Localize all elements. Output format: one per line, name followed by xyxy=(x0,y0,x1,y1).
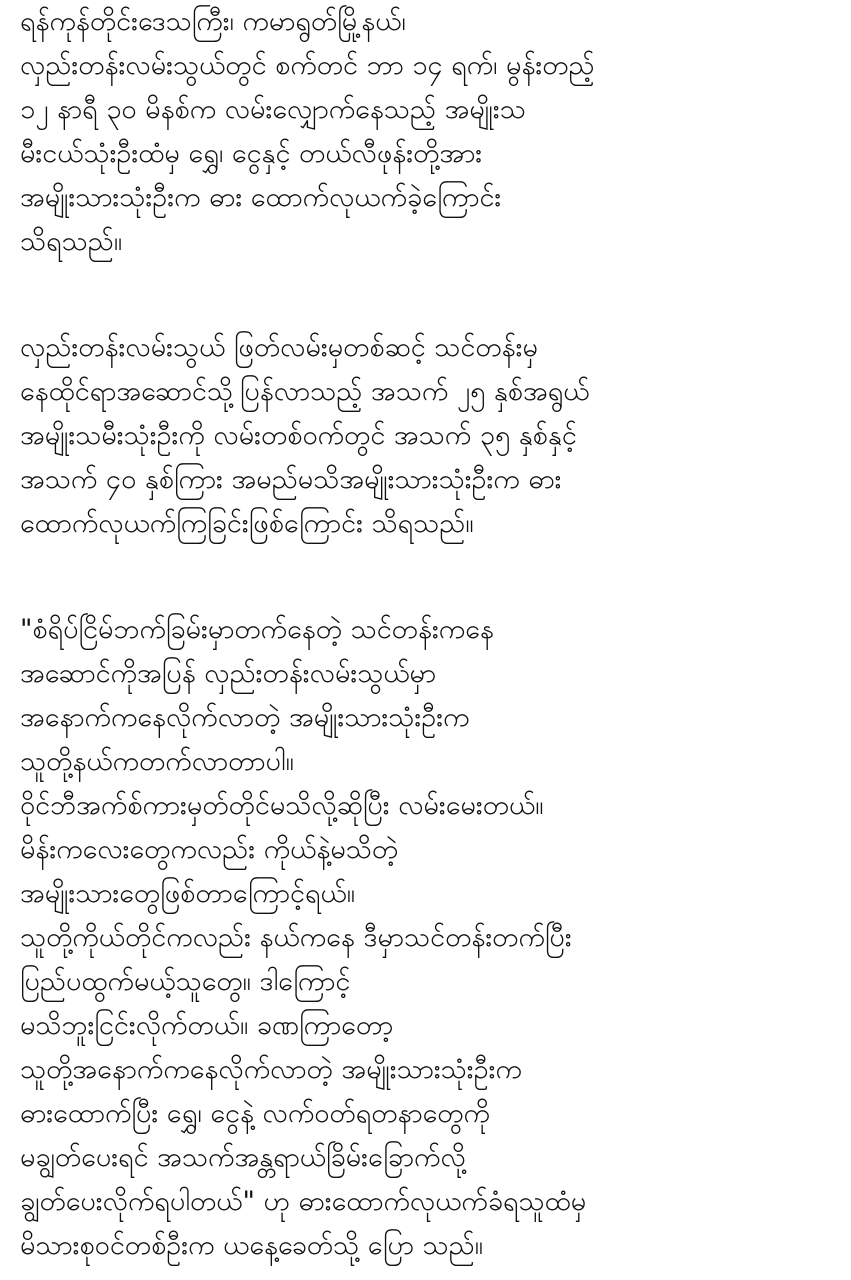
text-line: အမျိုးသမီးသုံးဦးကို လမ်းတစ်ဝက်တွင် အသက် ၃၅ နှစ်နှင့် xyxy=(20,420,577,451)
text-line: သူတို့နယ်ကတက်လာတာပါ။ xyxy=(20,746,294,777)
text-line: မီးငယ်သုံးဦးထံမှ ရွှေ၊ ငွေနှင့် တယ်လီဖုန်းတို့အား xyxy=(20,138,483,169)
paragraph-spacer xyxy=(20,264,833,326)
text-line: အဆောင်ကိုအပြန် လှည်းတန်းလမ်းသွယ်မှာ xyxy=(20,658,437,689)
text-line: အသက် ၄၀ နှစ်ကြား အမည်မသိအမျိုးသားသုံးဦးက ဓား xyxy=(20,464,562,495)
text-line: ချွတ်ပေးလိုက်ရပါတယ်" ဟု ဓားထောက်လုယက်ခံရသူထံမှ xyxy=(20,1186,587,1217)
paragraph-spacer xyxy=(20,546,833,608)
text-line: ဓားထောက်ပြီး ရွှေ၊ ငွေနဲ့ လက်ဝတ်ရတနာတွေကို xyxy=(20,1098,490,1129)
text-line: သူတို့အနောက်ကနေလိုက်လာတဲ့ အမျိုးသားသုံးဦးက xyxy=(20,1054,522,1085)
paragraph-1 xyxy=(20,0,833,264)
text-line: အမျိုးသားသုံးဦးက ဓား ထောက်လုယက်ခဲ့ကြောင်း xyxy=(20,182,502,213)
text-line: "စံရိပ်ငြိမ်ဘက်ခြမ်းမှာတက်နေတဲ့ သင်တန်းကနေ xyxy=(20,614,494,645)
paragraph-3-quote xyxy=(20,608,833,1268)
text-line: မချွတ်ပေးရင် အသက်အန္တရာယ်ခြိမ်းခြောက်လို့ xyxy=(20,1142,466,1173)
text-line: သူတို့ကိုယ်တိုင်ကလည်း နယ်ကနေ ဒီမှာသင်တန်းတက်ပြီး xyxy=(20,922,572,953)
text-line: မသိဘူးငြင်းလိုက်တယ်။ ခဏကြာတော့ xyxy=(20,1010,394,1041)
text-line: နေထိုင်ရာအဆောင်သို့ပြန်လာသည့် အသက် ၂၅ နှစ်အရွယ် xyxy=(20,376,590,407)
text-line: ထောက်လုယက်ကြခြင်းဖြစ်ကြောင်း သိရသည်။ xyxy=(20,508,474,539)
text-line: ၁၂ နာရီ ၃၀ မိနစ်က လမ်းလျှောက်နေသည့် အမျိုးသ xyxy=(20,94,526,125)
text-line: မိသားစုဝင်တစ်ဦးက ယနေ့ခေတ်သို့ ပြော သည်။ xyxy=(20,1230,483,1261)
text-line: အနောက်ကနေလိုက်လာတဲ့ အမျိုးသားသုံးဦးက xyxy=(20,702,470,733)
text-line: အမျိုးသားတွေဖြစ်တာကြောင့်ရယ်။ xyxy=(20,878,355,909)
text-line: သိရသည်။ xyxy=(20,226,122,257)
text-line: လှည်းတန်းလမ်းသွယ် ဖြတ်လမ်းမှတစ်ဆင့် သင်တန်းမှ xyxy=(20,332,538,363)
text-line: ပြည်ပထွက်မယ့်သူတွေ။ ဒါကြောင့် xyxy=(20,966,351,997)
text-line: မိန်းကလေးတွေကလည်း ကိုယ်နဲ့မသိတဲ့ xyxy=(20,834,399,865)
text-line: လှည်းတန်းလမ်းသွယ်တွင် စက်တင် ဘာ ၁၄ ရက်၊ မွန်းတည့် xyxy=(20,50,595,81)
text-line: ရန်ကုန်တိုင်းဒေသကြီး၊ ကမာရွတ်မြို့နယ်၊ xyxy=(20,6,406,37)
paragraph-2 xyxy=(20,326,833,546)
text-line: ဝိုင်ဘီအက်စ်ကားမှတ်တိုင်မသိလို့ဆိုပြီး လမ်းမေးတယ်။ xyxy=(20,790,544,821)
